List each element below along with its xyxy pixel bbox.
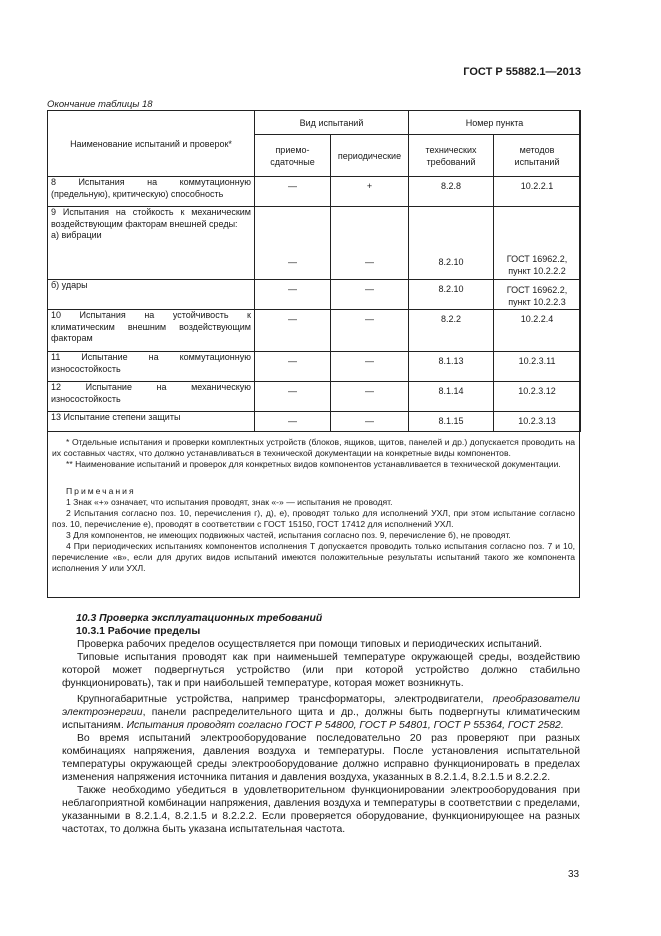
cell-accept: — — [255, 177, 331, 207]
cell-accept: — — [255, 310, 331, 352]
standard-header: ГОСТ Р 55882.1—2013 — [463, 66, 581, 78]
cell-accept: — — [255, 280, 331, 310]
footnote: ** Наименование испытаний и проверок для конкретных видов компонентов устанавливается в технической документации. — [66, 459, 561, 469]
cell-periodic: — — [331, 310, 409, 352]
tests-table — [47, 110, 581, 432]
cell-periodic: — — [331, 412, 409, 432]
row-name: 13 Испытание степени защиты — [48, 412, 255, 432]
col-header-methods: методов испытаний — [494, 135, 581, 177]
table-row — [48, 412, 581, 432]
table-notes — [52, 437, 575, 574]
note: 2 Испытания согласно поз. 10, перечисления г), д), е), проводят только для исполнений УХЛ, при этом испытание согласно поз. 10, перечисление е), проводят в соответствии с ГОСТ 15150, ГОСТ 17412 для исполнений УХЛ. — [52, 508, 575, 529]
col-header-tests: Вид испытаний — [255, 111, 409, 135]
row-subitem: а) вибрации — [51, 230, 102, 240]
cell-periodic: — — [331, 352, 409, 382]
col-header-clause: Номер пункта — [409, 111, 581, 135]
paragraph — [62, 693, 580, 732]
col-header-periodic: периодические — [331, 135, 409, 177]
text-run-italic: Испытания проводят согласно ГОСТ Р 54800, ГОСТ Р 54801, ГОСТ Р 55364, ГОСТ 2582. — [126, 720, 564, 731]
table-row — [48, 352, 581, 382]
section-body — [62, 612, 580, 836]
table-row — [48, 382, 581, 412]
col-header-req: технических требований — [409, 135, 494, 177]
col-header-accept: приемо- сдаточные — [255, 135, 331, 177]
cell-accept: — — [255, 382, 331, 412]
table-row — [48, 280, 581, 310]
paragraph: Проверка рабочих пределов осуществляется при помощи типовых и периодических испытаний. — [77, 639, 543, 650]
paragraph: Также необходимо убедиться в удовлетворительном функционировании электрооборудования при неблагоприятной комбинации напряжения, давления воздуха и температуры в соответствии с пределами, указанными в 8.2.1.4, 8.2.1.5 и 8.2.2.2. Если проверяется оборудование, функционирующее на разных частотах, то должна быть указана испытательная частота. — [62, 785, 580, 835]
cell-periodic: + — [331, 177, 409, 207]
note: 3 Для компонентов, не имеющих подвижных частей, испытания согласно поз. 9, перечисление б), не проводят. — [66, 530, 511, 540]
cell-periodic: — — [331, 207, 409, 280]
table-row — [48, 177, 581, 207]
table-row — [48, 207, 581, 280]
table-caption: Окончание таблицы 18 — [47, 99, 153, 110]
cell-accept: — — [255, 352, 331, 382]
cell-req: 8.2.10 — [409, 207, 494, 280]
cell-req: 8.1.15 — [409, 412, 494, 432]
paragraph: Во время испытаний электрооборудование последовательно 20 раз проверяют при разных комбинациях напряжения, давления воздуха и температуры. После установления испытательной температуры окружающей среды электрооборудование должно исправно функционировать в пределах изменения напряжения источника питания и давления воздуха, указанных в 8.2.1.4, 8.2.1.5 и 8.2.2.2. — [62, 733, 580, 783]
note: 4 При периодических испытаниях компонентов исполнения Т допускается проводить только испытания согласно поз. 7 и 10, перечисление «в», если для других видов испытаний имеются положительные результаты испытаний такого же компонента исполнения У или УХЛ. — [52, 541, 575, 573]
note: 1 Знак «+» означает, что испытания проводят, знак «-» — испытания не проводят. — [66, 497, 393, 507]
subsection-heading: 10.3.1 Рабочие пределы — [76, 626, 201, 637]
cell-req: 8.1.14 — [409, 382, 494, 412]
col-header-name: Наименование испытаний и проверок* — [48, 111, 255, 177]
paragraph: Типовые испытания проводят как при наименьшей температуре окружающей среды, воздействию которой может подвергнуться устройство (или при которой устройство должно стабильно функционировать), так и при наибольшей температуре, которая может возникнуть. — [62, 652, 580, 689]
row-name: б) удары — [48, 280, 255, 310]
footnote: * Отдельные испытания и проверки комплектных устройств (блоков, ящиков, щитов, панелей и др.) допускается проводить на их составных частях, что должно устанавливаться в технической документации на конкретные виды компонентов. — [52, 437, 575, 458]
cell-req: 8.2.2 — [409, 310, 494, 352]
cell-method: 10.2.2.1 — [494, 177, 581, 207]
cell-method: 10.2.2.4 — [494, 310, 581, 352]
table-row — [48, 310, 581, 352]
page-number: 33 — [568, 869, 580, 880]
cell-periodic: — — [331, 280, 409, 310]
cell-accept: — — [255, 207, 331, 280]
cell-method: ГОСТ 16962.2, пункт 10.2.2.2 — [494, 207, 581, 280]
cell-periodic: — — [331, 382, 409, 412]
cell-method: 10.2.3.12 — [494, 382, 581, 412]
cell-req: 8.2.8 — [409, 177, 494, 207]
text-run: Крупногабаритные устройства, например трансформаторы, электродвигатели, — [77, 694, 493, 705]
text-run-italic: преобразователи электроэнергии — [62, 694, 580, 718]
cell-accept: — — [255, 412, 331, 432]
cell-method: 10.2.3.13 — [494, 412, 581, 432]
section-heading: 10.3 Проверка эксплуатационных требований — [76, 613, 323, 624]
row-name: 8 Испытания на коммутационную (предельную), критическую) способность — [48, 177, 255, 207]
row-name: 11 Испытание на коммутационную износостойкость — [48, 352, 255, 382]
text-run: , панели распределительного щита и др., должны быть подвергнуты климатическим испытаниям. — [62, 707, 580, 731]
cell-method: 10.2.3.11 — [494, 352, 581, 382]
cell-req: 8.2.10 — [409, 280, 494, 310]
row-name: 10 Испытания на устойчивость к климатическим внешним воздействующим факторам — [48, 310, 255, 352]
notes-title: Примечания — [66, 486, 136, 496]
cell-req: 8.1.13 — [409, 352, 494, 382]
row-name: 12 Испытание на механическую износостойкость — [48, 382, 255, 412]
row-name: 9 Испытания на стойкость к механическим воздействующим факторам внешней среды: — [51, 207, 251, 229]
cell-method: ГОСТ 16962.2, пункт 10.2.2.3 — [494, 280, 581, 310]
